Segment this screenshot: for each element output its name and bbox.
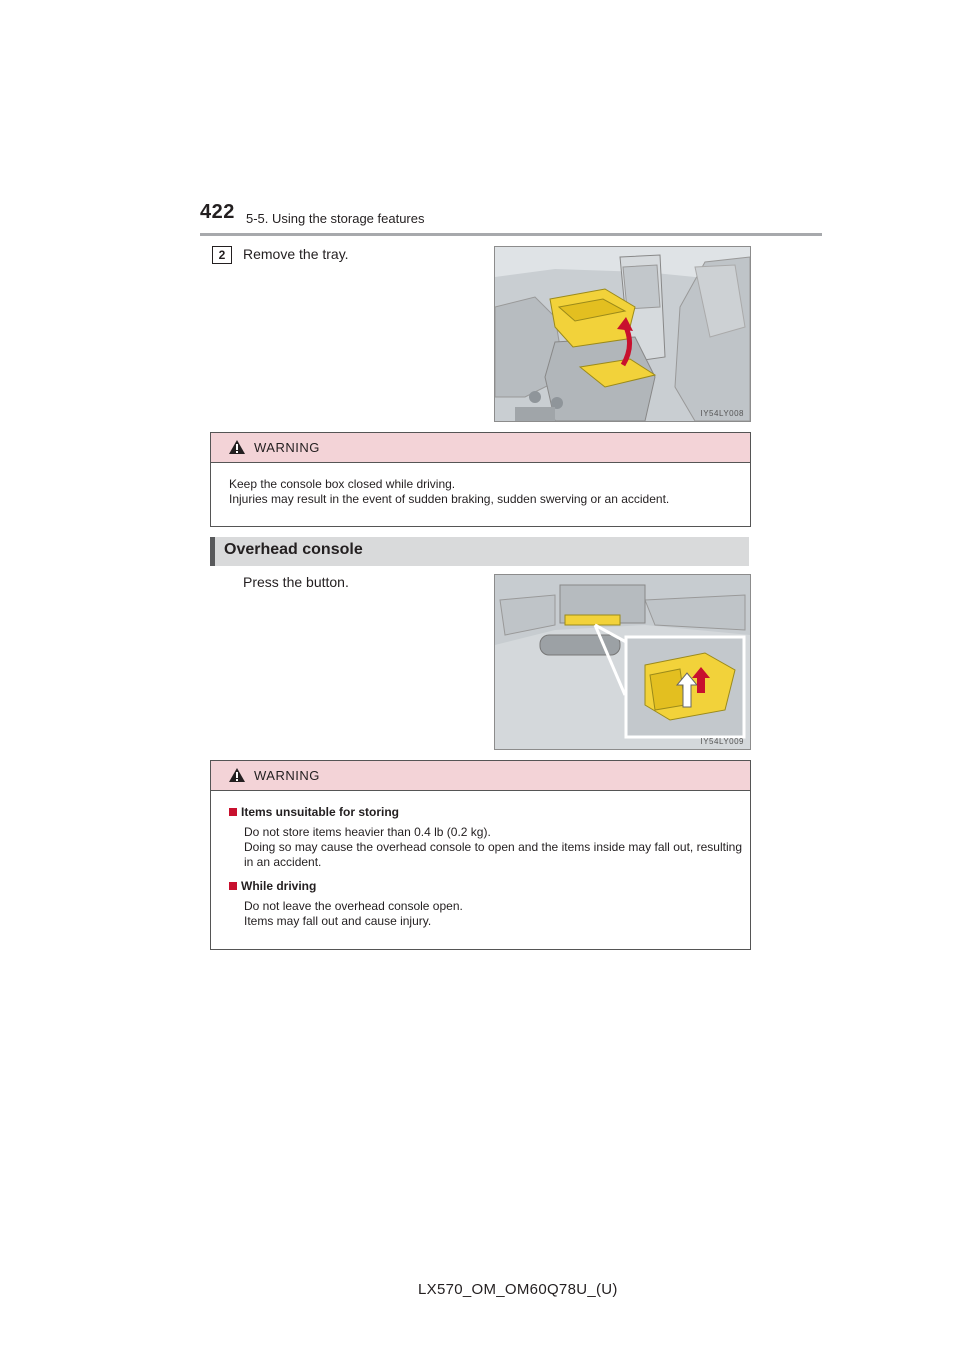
warning-header <box>211 761 750 791</box>
document-code: LX570_OM_OM60Q78U_(U) <box>418 1281 618 1298</box>
section-title: 5-5. Using the storage features <box>246 211 425 226</box>
step-number-badge: 2 <box>212 246 232 264</box>
warning-line: Doing so may cause the overhead console to open and the items inside may fall out, resulting in an accident. <box>244 840 742 869</box>
header-divider <box>200 233 822 236</box>
warning-subheading <box>229 879 750 894</box>
warning-line: Keep the console box closed while driving. <box>229 477 456 491</box>
warning-icon <box>228 439 246 455</box>
warning-line: Injuries may result in the event of sudden braking, sudden swerving or an accident. <box>229 492 670 506</box>
page-number: 422 <box>200 201 235 223</box>
warning-header <box>211 433 750 463</box>
warning-subheading <box>229 805 750 820</box>
figure-code: IY54LY009 <box>700 737 744 746</box>
subheading-text: While driving <box>241 879 317 893</box>
warning-box-overhead <box>210 760 751 950</box>
console-tray-drawing <box>495 247 750 421</box>
square-bullet-icon <box>229 808 237 816</box>
warning-body <box>211 791 750 929</box>
section-heading-bar <box>210 537 749 566</box>
warning-icon <box>228 767 246 783</box>
step-instruction: Remove the tray. <box>243 246 349 262</box>
overhead-console-drawing <box>495 575 750 749</box>
overhead-instruction: Press the button. <box>243 574 349 590</box>
section-heading-marker <box>210 537 215 566</box>
section-heading: Overhead console <box>224 541 363 558</box>
console-tray-illustration <box>494 246 751 422</box>
square-bullet-icon <box>229 882 237 890</box>
warning-line: Do not leave the overhead console open. <box>244 899 463 913</box>
subheading-text: Items unsuitable for storing <box>241 805 400 819</box>
warning-title: WARNING <box>254 768 320 783</box>
warning-body <box>211 463 750 507</box>
warning-box-console <box>210 432 751 527</box>
warning-line: Items may fall out and cause injury. <box>244 914 432 928</box>
warning-title: WARNING <box>254 440 320 455</box>
warning-line: Do not store items heavier than 0.4 lb (0.2 kg). <box>244 825 491 839</box>
figure-code: IY54LY008 <box>700 409 744 418</box>
overhead-console-illustration <box>494 574 751 750</box>
